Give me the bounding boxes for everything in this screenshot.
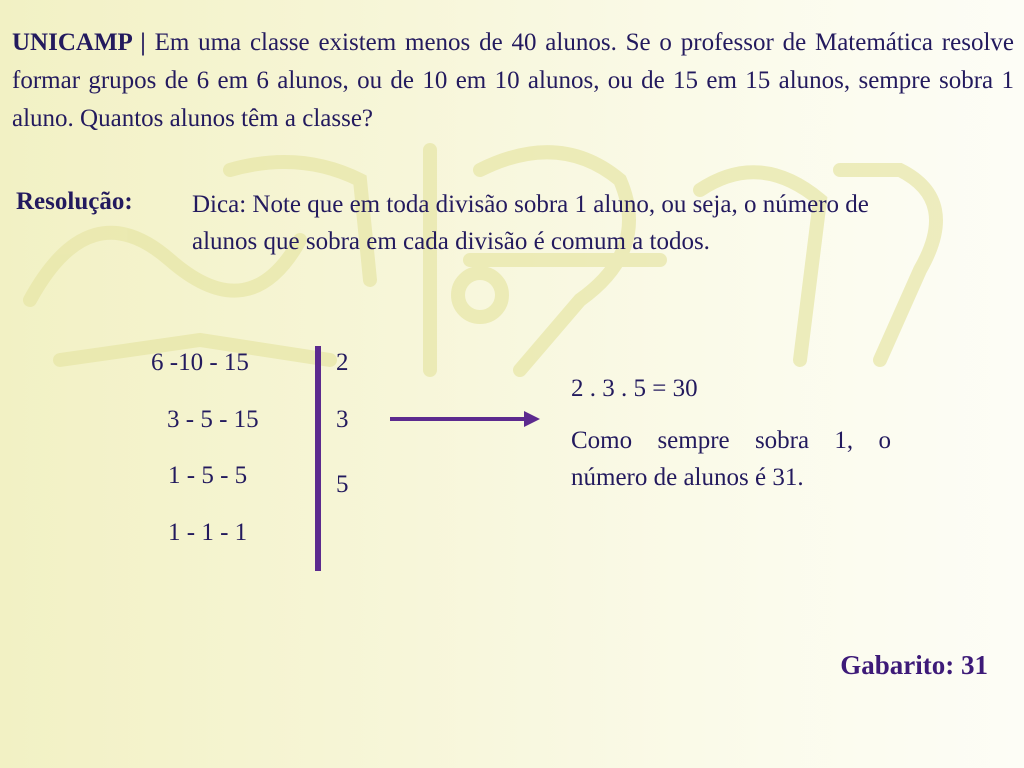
problem-text: Em uma classe existem menos de 40 alunos. Se o professor de Matemática resolve formar grupos de 6 em 6 alunos, ou de 10 em 10 alunos, ou de 15 em 15 alunos, sempre sobra 1 aluno. Quantos alunos têm a classe? bbox=[12, 29, 1014, 132]
product-equation: 2 . 3 . 5 = 30 bbox=[571, 375, 698, 402]
prime-factor: 2 bbox=[336, 349, 349, 376]
prime-factor: 5 bbox=[336, 471, 349, 498]
factorization-row: 1 - 1 - 1 bbox=[168, 519, 248, 546]
answer-key: Gabarito: 31 bbox=[840, 650, 988, 680]
resolution-label: Resolução: bbox=[16, 188, 133, 215]
factorization-divider bbox=[315, 346, 321, 571]
problem-source: UNICAMP | bbox=[12, 29, 146, 56]
factorization-row: 6 -10 - 15 bbox=[151, 349, 249, 376]
factorization-row: 1 - 5 - 5 bbox=[168, 462, 248, 489]
result-block bbox=[571, 374, 891, 496]
factorization-row: 3 - 5 - 15 bbox=[167, 406, 259, 433]
problem-statement bbox=[12, 24, 1014, 138]
result-conclusion: Como sempre sobra 1, o número de alunos é 31. bbox=[571, 427, 891, 491]
resolution-hint: Dica: Note que em toda divisão sobra 1 aluno, ou seja, o número de alunos que sobra em cada divisão é comum a todos. bbox=[192, 191, 869, 255]
prime-factor: 3 bbox=[336, 406, 349, 433]
right-arrow-icon bbox=[388, 408, 548, 430]
